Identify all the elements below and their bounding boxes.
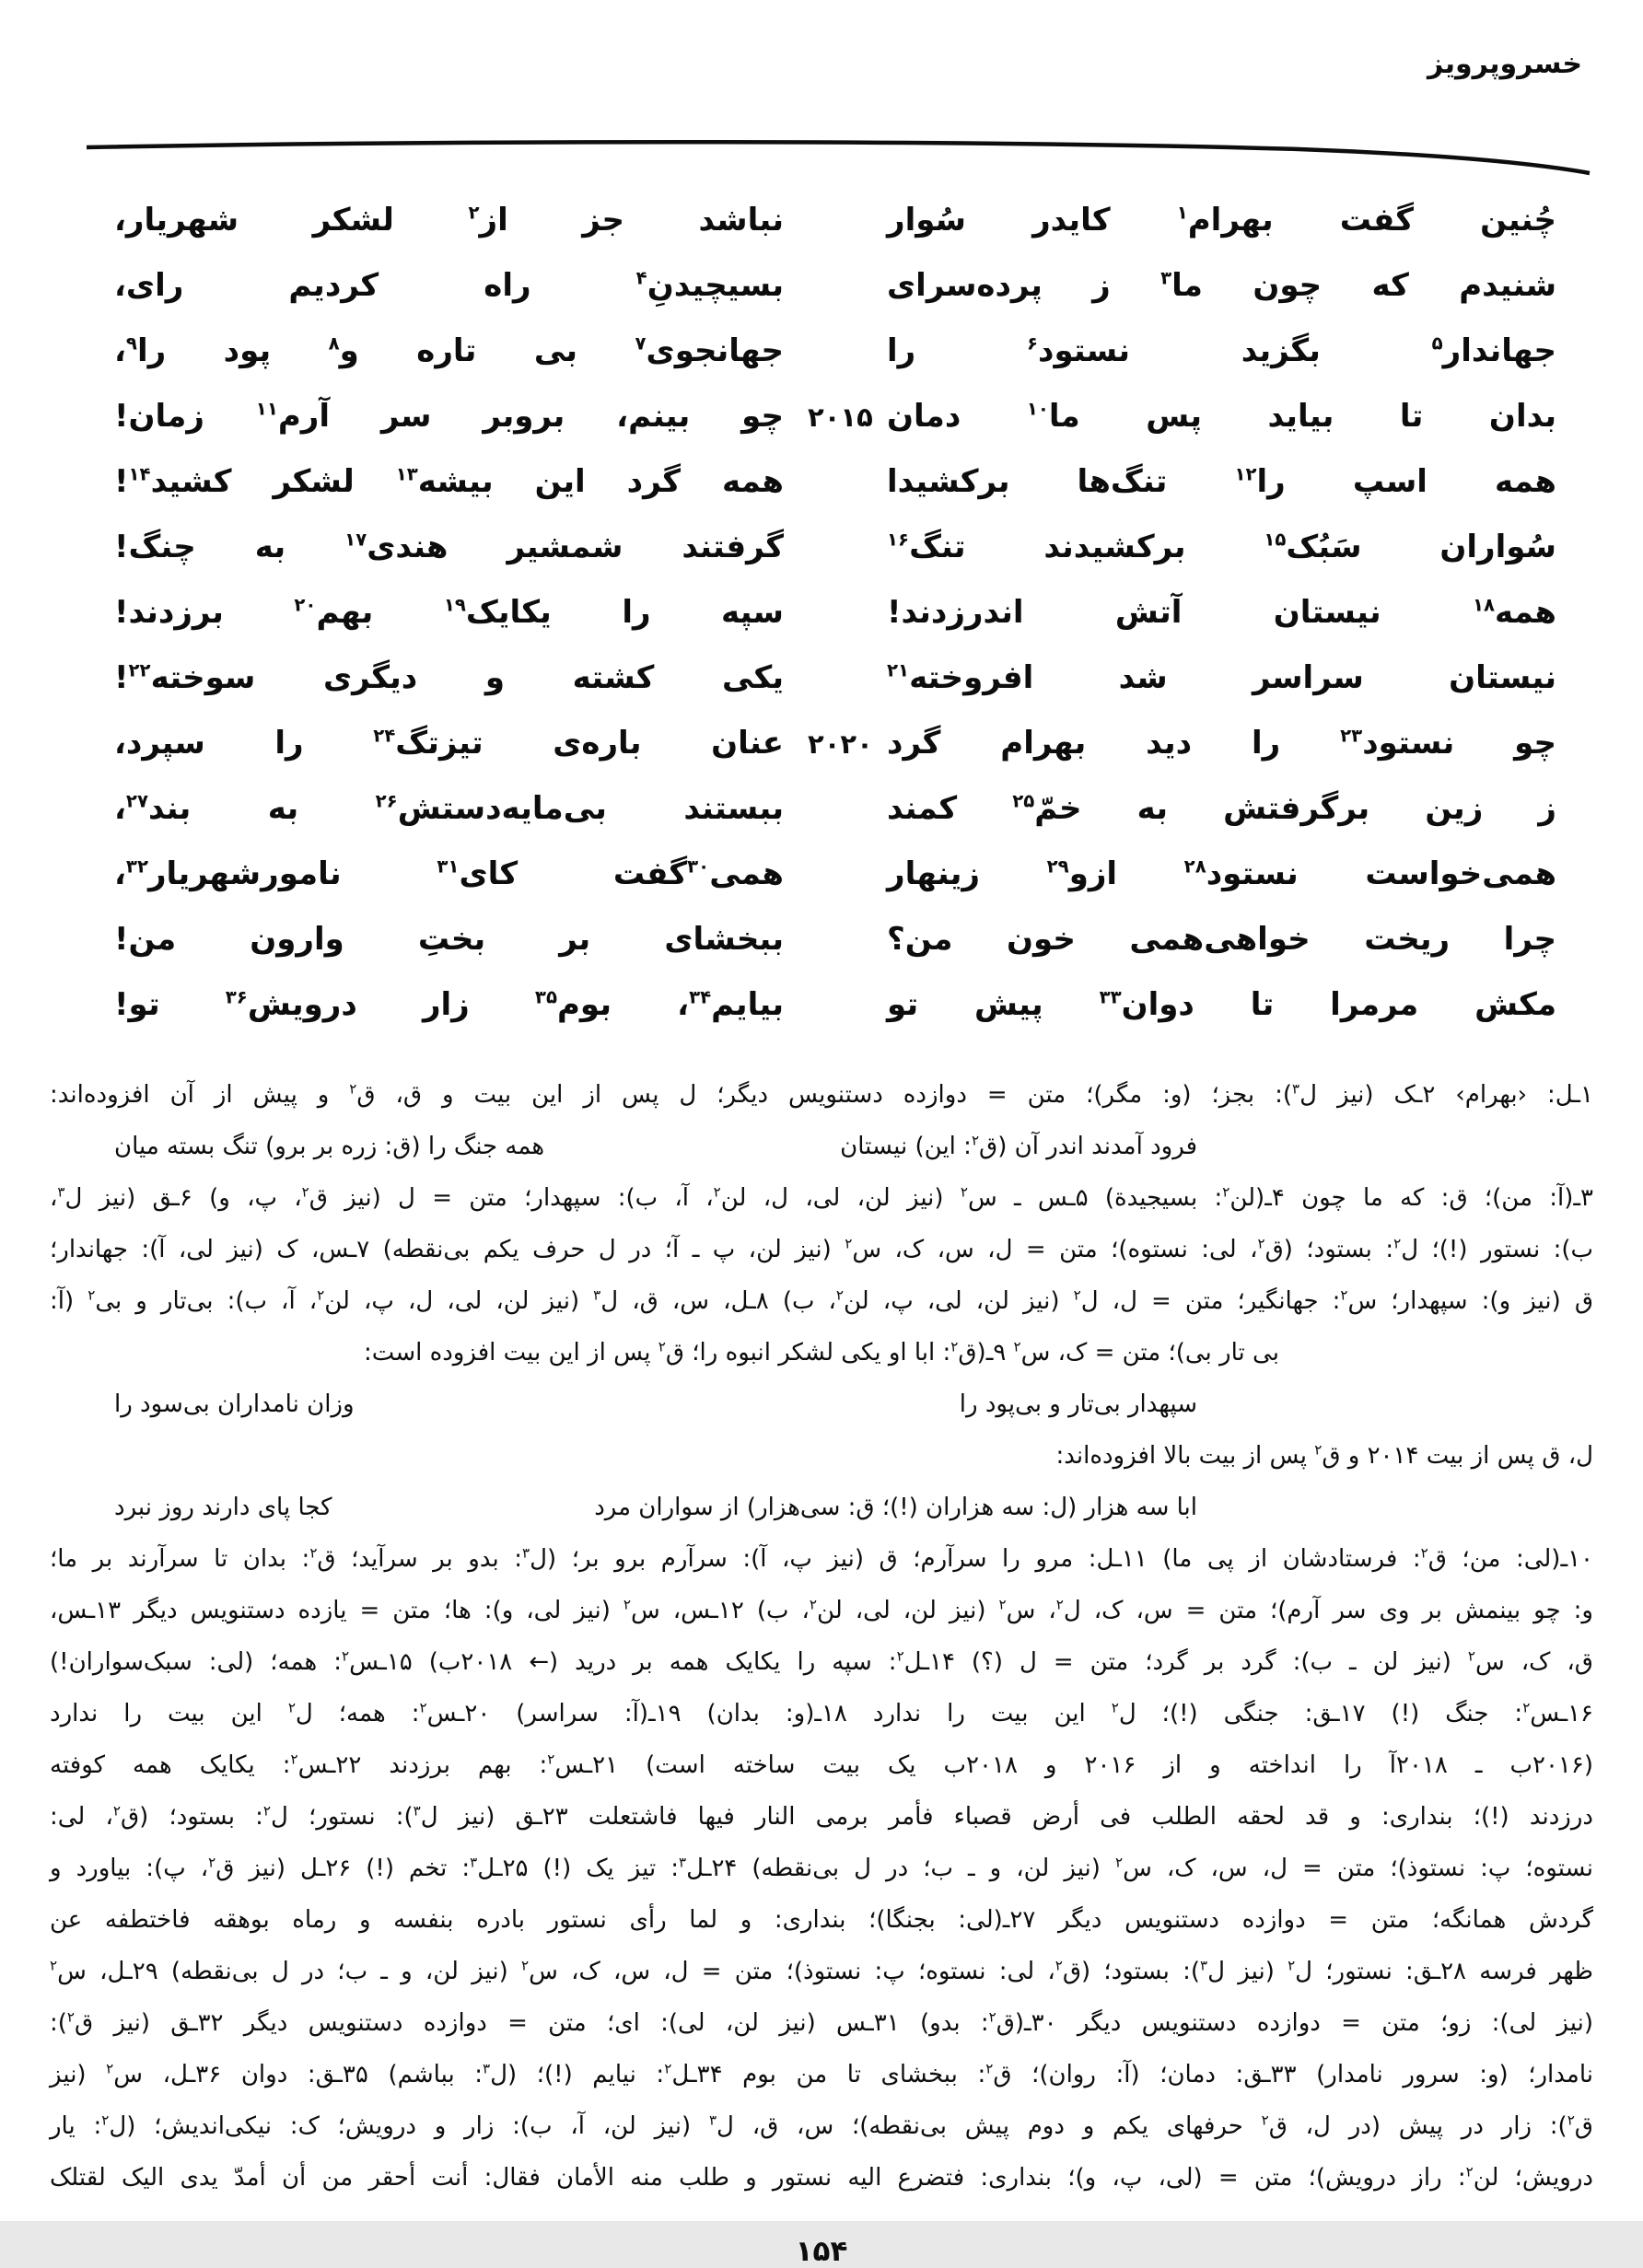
hemistich-right: ز زین برگرفتش به خمّ$^{۲۵}$ کمند [887,790,1556,827]
apparatus-verse-right: سپهدار بی‌تار و بی‌پود را [959,1390,1197,1418]
couplet-row [114,253,1556,319]
couplet-row [114,646,1556,711]
hemistich-left: عنان باره‌ی تیزتگ$^{۲۴}$ را سپرد، [114,725,785,762]
apparatus-note-line: ۱۰ـ(لی: من؛ ق$^۲$: فرستادشان از پی ما) ۱۱ـل: مرو را سرآرم؛ ق (نیز پ، آ): سرآرم برو بر؛ (ل$^۳$: بدو بر سرآید؛ ق$^۲$: بدان تا سرآرند بر ما؛ [50,1544,1594,1573]
apparatus-note-line: بی تار بی)؛ متن = ک، س$^۲$ ۹ـ(ق$^۲$: ابا او یکی لشکر انبوه را؛ ق$^۲$ پس از این بیت افزوده است: [364,1338,1279,1367]
page-header [50,35,1593,87]
apparatus-note-line: ۳ـ(آ: من)؛ ق: که ما چون ۴ـ(لن$^۲$: بسیجیدة) ۵ـس ـ س$^۲$ (نیز لن، لی، ل، لن$^۲$، آ، ب): سپهدار؛ متن = ل (نیز ق$^۲$، پ، و) ۶ـق (نیز ل$^۳$، [50,1183,1594,1212]
hemistich-left: ببخشای بر بختِ وارون من! [114,921,784,958]
hemistich-right: بدان تا بیاید پس ما$^{۱۰}$ دمان [887,398,1556,435]
apparatus-note-line: ق$^۲$): زار در پیش (در ل، ق$^۲$ حرفهای یکم و دوم پیش بی‌نقطه)؛ س، ق، ل$^۳$ (نیز لن، آ، ب): زار و درویش؛ ک: نیکی‌اندیش؛ (ل$^۲$: یار [50,2111,1593,2140]
couplet-row [114,319,1556,384]
apparatus-verse-right: فرود آمدند اندر آن (ق$^۲$: این) نیستان [840,1132,1197,1160]
hemistich-right: مکش مرمرا تا دوان$^{۳۳}$ پیش تو [887,986,1556,1023]
apparatus-quoted-verse [114,1378,1197,1430]
hemistich-right: همه$^{۱۸}$ نیستان آتش اندرزدند! [887,594,1556,631]
couplet-row [114,711,1556,776]
couplet-row [114,188,1556,253]
poem [50,188,1593,1038]
verse-number: ۲۰۲۰ [808,728,873,760]
apparatus-note-line: (نیز لی): زو؛ متن = دوازده دستنویس دیگر ۳۰ـ(ق$^۲$: بدو) ۳۱ـس (نیز لن، لی): ای؛ متن = دوازده دستنویس دیگر ۳۲ـق (نیز ق$^۲$): [50,2008,1593,2037]
apparatus-note-line: ل، ق پس از بیت ۲۰۱۴ و ق$^۲$ پس از بیت بالا افزوده‌اند: [1055,1441,1593,1470]
couplet-row [114,972,1556,1038]
hemistich-right: چُنین گفت بهرام$^۱$ کایدر سُوار [887,202,1556,238]
apparatus-verse-left: وزان نامداران بی‌سود را [114,1390,355,1418]
apparatus-quoted-verse [114,1121,1197,1172]
apparatus-verse-left: همه جنگ را (ق: زره بر برو) تنگ بسته میان [114,1133,545,1160]
apparatus-note-line: درزدند (!)؛ بنداری: و قد لحقه الطلب فی أرض قصباء فأمر برمی النار فیها فاشتعلت ۲۳ـق (نیز ل$^۳$): نستور؛ ل$^۲$: بستود؛ (ق$^۲$، لی: [50,1802,1593,1831]
couplet-row [114,907,1556,972]
hemistich-right: جهاندار$^۵$ بگزید نستود$^۶$ را [887,332,1556,369]
hemistich-right: چرا ریخت خواهی‌همی خون من؟ [887,921,1556,958]
apparatus-note-line: نامدار؛ (و: سرور نامدار) ۳۳ـق: دمان؛ (آ: روان)؛ ق$^۲$: ببخشای تا من بوم ۳۴ـل$^۲$: نیایم (!)؛ (ل$^۳$: بباشم) ۳۵ـق: دوان ۳۶ـل، س$^۲$ (نیز [50,2060,1594,2088]
critical-apparatus [50,1069,1593,2204]
apparatus-note-line: و: چو بینمش بر وی سر آرم)؛ متن = س، ک، ل$^۲$، س$^۲$ (نیز لن، لی، لن$^۲$، ب) ۱۲ـس، س$^۲$ (نیز لی، و): ها؛ متن = یازده دستنویس دیگر ۱۳ـس، [50,1596,1593,1624]
couplet-row [114,449,1556,515]
apparatus-quoted-verse [114,1482,1197,1533]
verse-number: ۲۰۱۵ [808,401,873,433]
couplet-row [114,776,1556,842]
couplet-row [114,515,1556,580]
apparatus-verse-left: کجا پای دارند روز نبرد [114,1494,332,1521]
hemistich-left: همه گرد این بیشه$^{۱۳}$ لشکر کشید$^{۱۴}$! [114,463,784,500]
hemistich-left: نباشد جز از$^۲$ لشکر شهریار، [114,202,784,238]
hemistich-right: شنیدم که چون ما$^۳$ ز پرده‌سرای [887,267,1557,304]
apparatus-note-line: ب): نستور (!)؛ ل$^۲$: بستود؛ (ق$^۲$، لی: نستوه)؛ متن = ل، س، ک، س$^۲$ (نیز لن، پ ـ آ؛ در ل حرف یکم بی‌نقطه) ۷ـس، ک (نیز لی، آ): جهاندار؛ [50,1235,1594,1263]
apparatus-note-line: نستوه؛ پ: نستوذ)؛ متن = ل، س، ک، س$^۲$ (نیز لن، و ـ ب؛ در ل بی‌نقطه) ۲۴ـل$^۳$: تیز یک (!) ۲۵ـل$^۳$: تخم (!) ۲۶ـل (نیز ق$^۲$، پ): بیاورد و [50,1854,1593,1882]
hemistich-left: یکی کشته و دیگری سوخته$^{۲۲}$! [114,659,784,696]
apparatus-note-line: ق، ک، س$^۲$ (نیز لن ـ ب): گرد بر گرد؛ متن = ل (؟) ۱۴ـل$^۲$: سپه را یکایک همه بر درید (← ۲۰۱۸ب) ۱۵ـس$^۲$: همه؛ (لی: سبک‌سواران!) [50,1647,1593,1676]
hemistich-left: بیایم$^{۳۴}$، بوم$^{۳۵}$ زار درویش$^{۳۶}$ تو! [114,986,784,1023]
apparatus-note-line: ۱۶ـس$^۲$: جنگ (!) ۱۷ـق: جنگی (!)؛ ل$^۲$ این بیت را ندارد ۱۸ـ(و: بدان) ۱۹ـ(آ: سراسر) ۲۰ـس$^۲$: همه؛ ل$^۲$ این بیت را ندارد [50,1699,1593,1727]
couplet-row [114,842,1556,907]
hemistich-left: گرفتند شمشیر هندی$^{۱۷}$ به چنگ! [114,529,784,565]
apparatus-note-line: گردش همانگه؛ متن = دوازده دستنویس دیگر ۲۷ـ(لی: بجنگا)؛ بنداری: و لما رأی نستور بادره بنفسه و رماه بوهقه فاختطفه عن [50,1906,1593,1934]
apparatus-note-line: ق (نیز و): سپهدار؛ س$^۲$: جهانگیر؛ متن = ل، ل$^۲$ (نیز لن، لی، پ، لن$^۲$، ب) ۸ـل، س، ق، ل$^۳$ (نیز لن، لی، ل، پ، لن$^۲$، آ، ب): بی‌تار و بی$^۲$ (آ: [50,1286,1594,1315]
hemistich-left: چو بینم، بروبر سر آرم$^{۱۱}$ زمان! [114,398,784,435]
apparatus-verse-right: ابا سه هزار (ل: سه هزاران (!)؛ ق: سی‌هزار) از سواران مرد [594,1494,1197,1521]
hemistich-right: سُواران سَبُک$^{۱۵}$ برکشیدند تنگ$^{۱۶}$ [887,529,1556,565]
hemistich-left: ببستند بی‌مایه‌دستش$^{۲۶}$ به بند$^{۲۷}$، [114,790,784,827]
hemistich-left: سپه را یکایک$^{۱۹}$ بهم$^{۲۰}$ برزدند! [114,594,784,631]
header-rule [83,134,1593,175]
page-number: ۱۵۴ [795,2235,848,2268]
hemistich-right: چو نستود$^{۲۳}$ را دید بهرام گرد [887,725,1556,762]
hemistich-left: بسیچیدنِ$^۴$ راه کردیم رای، [114,267,784,304]
running-head-title: خسروپرویز [1427,48,1582,80]
apparatus-note-line: درویش؛ لن$^۲$: راز درویش)؛ متن = (لی، پ، و)؛ بنداری: فتضرع الیه نستور و طلب منه الأمان فقال: أنت أحقر من أن أمدّ یدی الیک لقتلک [50,2163,1593,2192]
couplet-row [114,580,1556,646]
hemistich-left: جهانجوی$^۷$ بی تاره و$^۸$ پود را$^۹$، [114,332,784,369]
hemistich-right: همه اسپ را$^{۱۲}$ تنگ‌ها برکشیدا [887,463,1556,500]
couplet-row [114,384,1556,449]
hemistich-right: نیستان سراسر شد افروخته$^{۲۱}$ [887,659,1556,696]
apparatus-note-line: (۲۰۱۶ب ـ ۲۰۱۸آ را انداخته و از ۲۰۱۶ و ۲۰۱۸ب یک بیت ساخته است) ۲۱ـس$^۲$: بهم برزدند ۲۲ـس$^۲$: یکایک همه کوفته [50,1750,1593,1779]
hemistich-left: همی$^{۳۰}$گفت کای$^{۳۱}$ نامورشهریار$^{۳۲}$، [114,855,784,892]
apparatus-note-line: ظهر فرسه ۲۸ـق: نستور؛ ل$^۲$ (نیز ل$^۳$): بستود؛ (ق$^۲$، لی: نستوه؛ پ: نستوذ)؛ متن = ل، س، ک، س$^۲$ (نیز لن، و ـ ب؛ در ل بی‌نقطه) ۲۹ـل، س$^۲$ [50,1957,1593,1985]
apparatus-note-line: ۱ـل: ‹بهرام› ۲ـک (نیز ل$^۳$): بجز؛ (و: مگر)؛ متن = دوازده دستنویس دیگر؛ ل پس از این بیت و ق، ق$^۲$ و پیش از آن افزوده‌اند: [50,1080,1594,1109]
hemistich-right: همی‌خواست نستود$^{۲۸}$ ازو$^{۲۹}$ زینهار [887,855,1557,892]
